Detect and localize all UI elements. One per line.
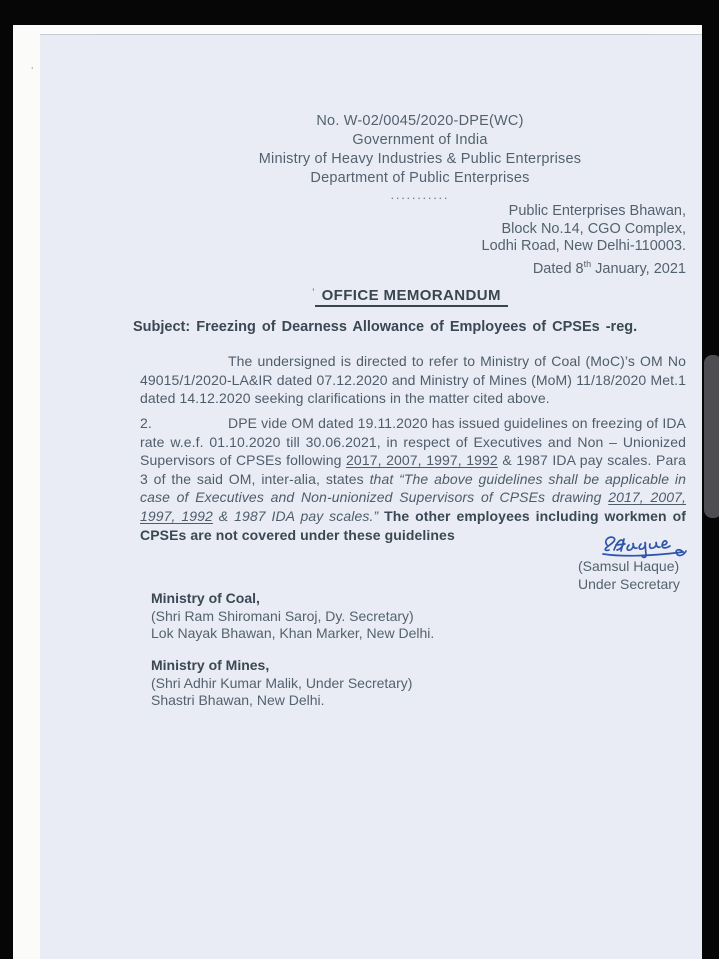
addressee-ministry-of-mines	[151, 657, 571, 710]
paragraph-2	[140, 414, 686, 544]
addressee-address: Lok Nayak Bhawan, Khan Marker, New Delhi.	[151, 625, 435, 642]
address-line: Block No.14, CGO Complex,	[501, 220, 686, 237]
addressee-ministry-of-coal	[151, 590, 571, 643]
memo-title-row	[135, 287, 685, 307]
scan-speck: ’	[312, 287, 315, 299]
addressee-officer: (Shri Ram Shiromani Saroj, Dy. Secretary)	[151, 607, 414, 624]
addressee-ministry: Ministry of Mines,	[151, 657, 270, 673]
subject-line: Subject: Freezing of Dearness Allowance of Employees of CPSEs -reg.	[133, 319, 638, 335]
paragraph-number: 2.	[140, 415, 152, 431]
office-address-block	[400, 203, 686, 278]
separator-dots: ...........	[390, 188, 450, 202]
org-line-government: Government of India	[352, 132, 488, 148]
addressee-officer: (Shri Adhir Kumar Malik, Under Secretary)	[151, 674, 413, 691]
memo-title: OFFICE MEMORANDUM	[315, 287, 508, 307]
signatory-name: (Samsul Haque)	[578, 558, 680, 574]
addressee-address: Shastri Bhawan, New Delhi.	[151, 692, 325, 709]
signatory-block	[578, 558, 718, 593]
date-line: Dated 8th January, 2021	[532, 258, 686, 277]
reference-number: No. W-02/0045/2020-DPE(WC)	[316, 113, 524, 129]
paragraph-2-text: DPE vide OM dated 19.11.2020 has issued guidelines on freezing of IDA rate w.e.f. 01.10.2020 till 30.06.2021, in respect of Executives and Non – Unionized Supervisors of CPSEs following 2017, 2007, 1997, 1992 & 1987 IDA pay scales. Para 3 of the said OM, inter-alia, states that “The above guidelines shall be applicable in case of Executives and Non-unionized Supervisors of CPSEs drawing 2017, 2007, 1997, 1992 & 1987 IDA pay scales.” The other employees including workmen of CPSEs are not covered under these guidelines	[140, 415, 687, 543]
handwritten-signature-icon	[597, 533, 689, 561]
scan-speck: ’	[31, 66, 34, 77]
address-line: Public Enterprises Bhawan,	[508, 203, 686, 219]
org-line-department: Department of Public Enterprises	[310, 170, 530, 186]
letterhead	[150, 112, 690, 202]
page-top-edge-line	[95, 34, 651, 35]
address-line: Lodhi Road, New Delhi-110003.	[481, 238, 686, 254]
addressee-ministry: Ministry of Coal,	[151, 590, 260, 606]
signatory-designation: Under Secretary	[578, 575, 680, 592]
paragraph-1: The undersigned is directed to refer to Ministry of Coal (MoC)’s OM No 49015/1/2020-LA&IR dated 07.12.2020 and Ministry of Mines (MoM) 11/18/2020 Met.1 dated 14.12.2020 seeking clarifications in the matter cited above.	[140, 353, 686, 407]
scrollbar-thumb[interactable]	[704, 355, 719, 518]
org-line-ministry: Ministry of Heavy Industries & Public Enterprises	[258, 151, 582, 167]
